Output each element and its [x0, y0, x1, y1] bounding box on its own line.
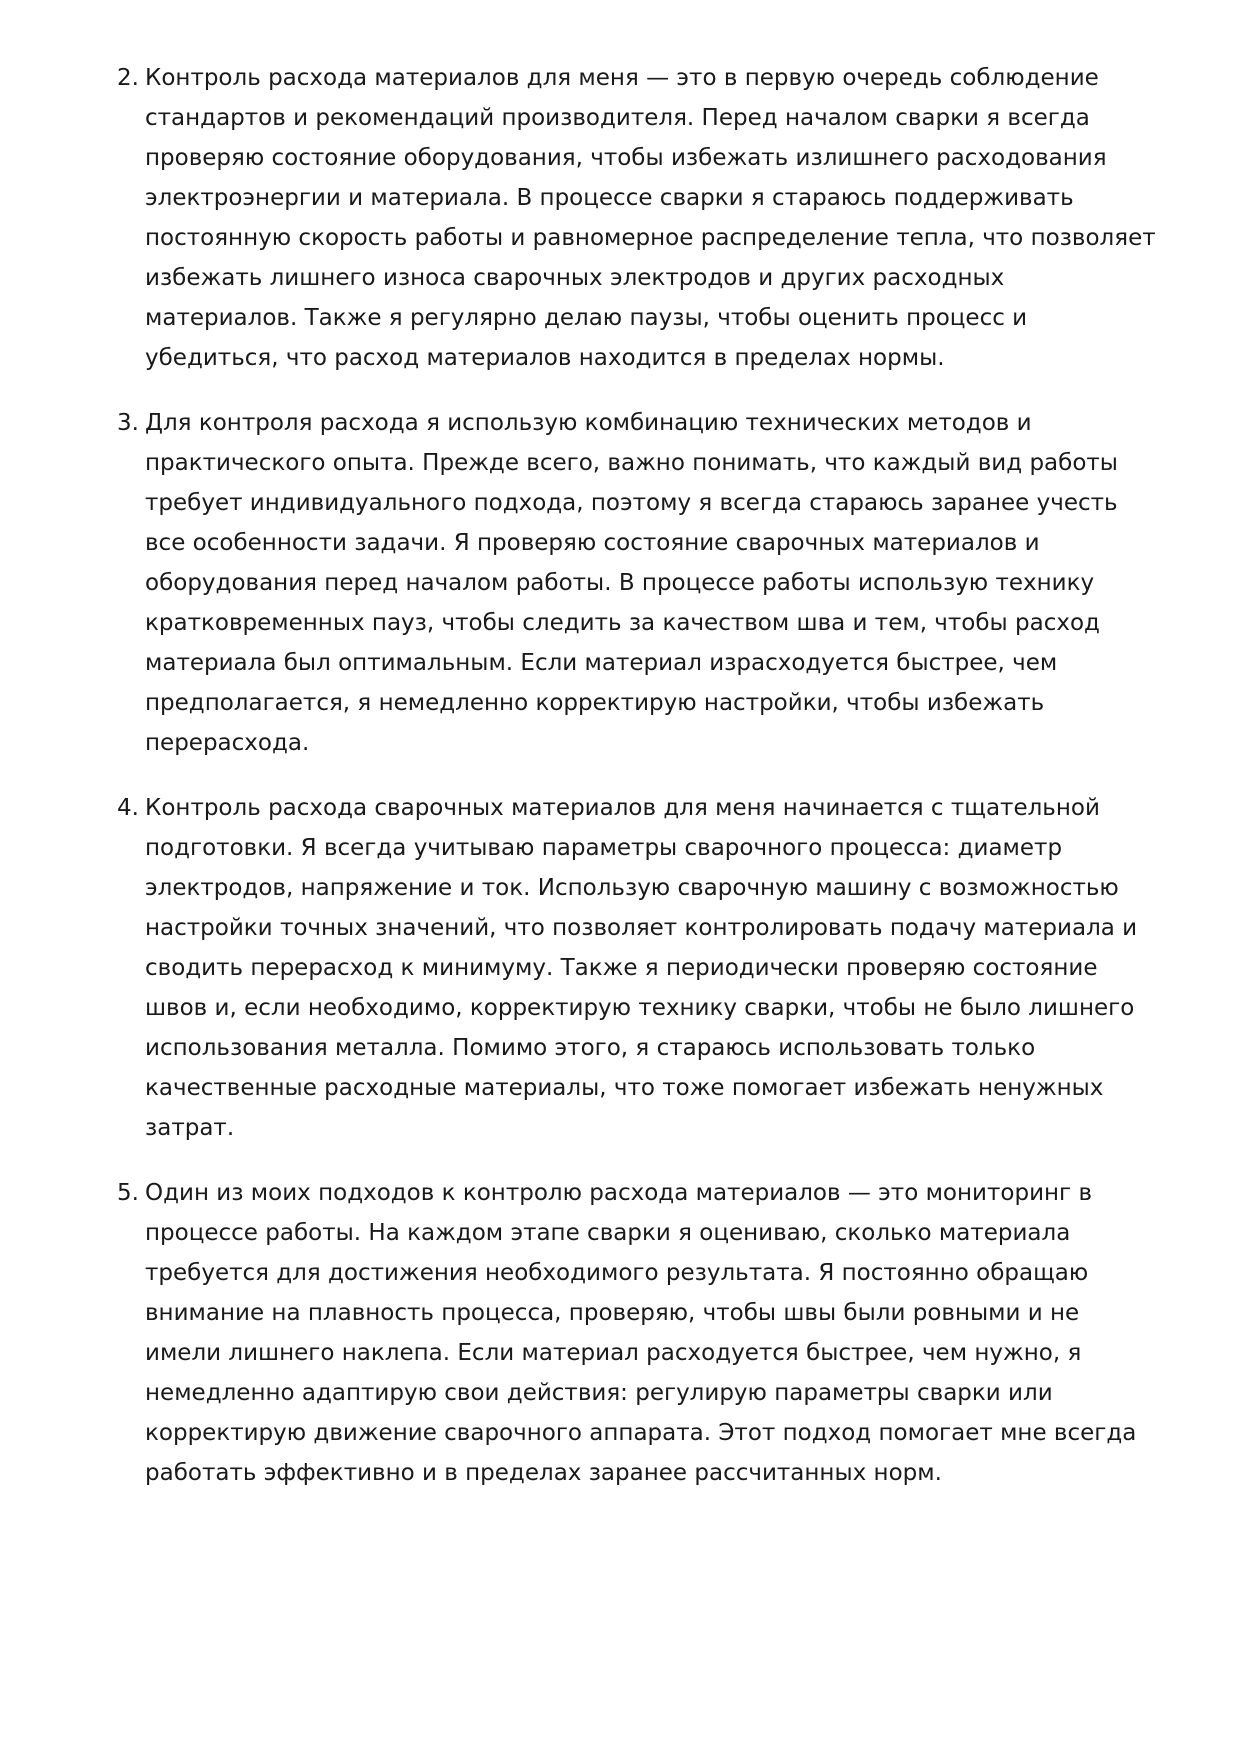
list-item-text: Один из моих подходов к контролю расхода материалов — это мониторинг в процессе работы. На каждом этапе сварки я оцениваю, сколько материала требуется для достижения необходимого результата. Я постоянно обращаю внимание на плавность процесса, проверяю, чтобы швы были ровными и не имели лишнего наклепа. Если материал расходуется быстрее, чем нужно, я немедленно адаптирую свои действия: регулирую параметры сварки или корректирую движение сварочного аппарата. Этот подход помогает мне всегда работать эффективно и в пределах заранее рассчитанных норм.	[145, 1180, 1137, 1486]
list-item-number: 3.	[117, 410, 139, 436]
list-item-number: 4.	[117, 795, 139, 821]
list-item	[117, 788, 1162, 1148]
list-item-text: Контроль расхода материалов для меня — это в первую очередь соблюдение стандартов и рекомендаций производителя. Перед началом сварки я всегда проверяю состояние оборудования, чтобы избежать излишнего расходования электроэнергии и материала. В процессе сварки я стараюсь поддерживать постоянную скорость работы и равномерное распределение тепла, что позволяет избежать лишнего износа сварочных электродов и других расходных материалов. Также я регулярно делаю паузы, чтобы оценить процесс и убедиться, что расход материалов находится в пределах нормы.	[145, 65, 1156, 371]
list-item	[117, 403, 1162, 763]
answer-list	[117, 58, 1162, 1518]
list-item-number: 5.	[117, 1180, 139, 1206]
list-item-text: Контроль расхода сварочных материалов для меня начинается с тщательной подготовки. Я всегда учитываю параметры сварочного процесса: диаметр электродов, напряжение и ток. Использую сварочную машину с возможностью настройки точных значений, что позволяет контролировать подачу материала и сводить перерасход к минимуму. Также я периодически проверяю состояние швов и, если необходимо, корректирую технику сварки, чтобы не было лишнего использования металла. Помимо этого, я стараюсь использовать только качественные расходные материалы, что тоже помогает избежать ненужных затрат.	[145, 795, 1138, 1141]
list-item	[117, 58, 1162, 378]
list-item	[117, 1173, 1162, 1493]
list-item-number: 2.	[117, 65, 139, 91]
list-item-text: Для контроля расхода я использую комбинацию технических методов и практического опыта. Прежде всего, важно понимать, что каждый вид работы требует индивидуального подхода, поэтому я всегда стараюсь заранее учесть все особенности задачи. Я проверяю состояние сварочных материалов и оборудования перед началом работы. В процессе работы использую технику кратковременных пауз, чтобы следить за качеством шва и тем, чтобы расход материала был оптимальным. Если материал израсходуется быстрее, чем предполагается, я немедленно корректирую настройки, чтобы избежать перерасхода.	[145, 410, 1118, 756]
